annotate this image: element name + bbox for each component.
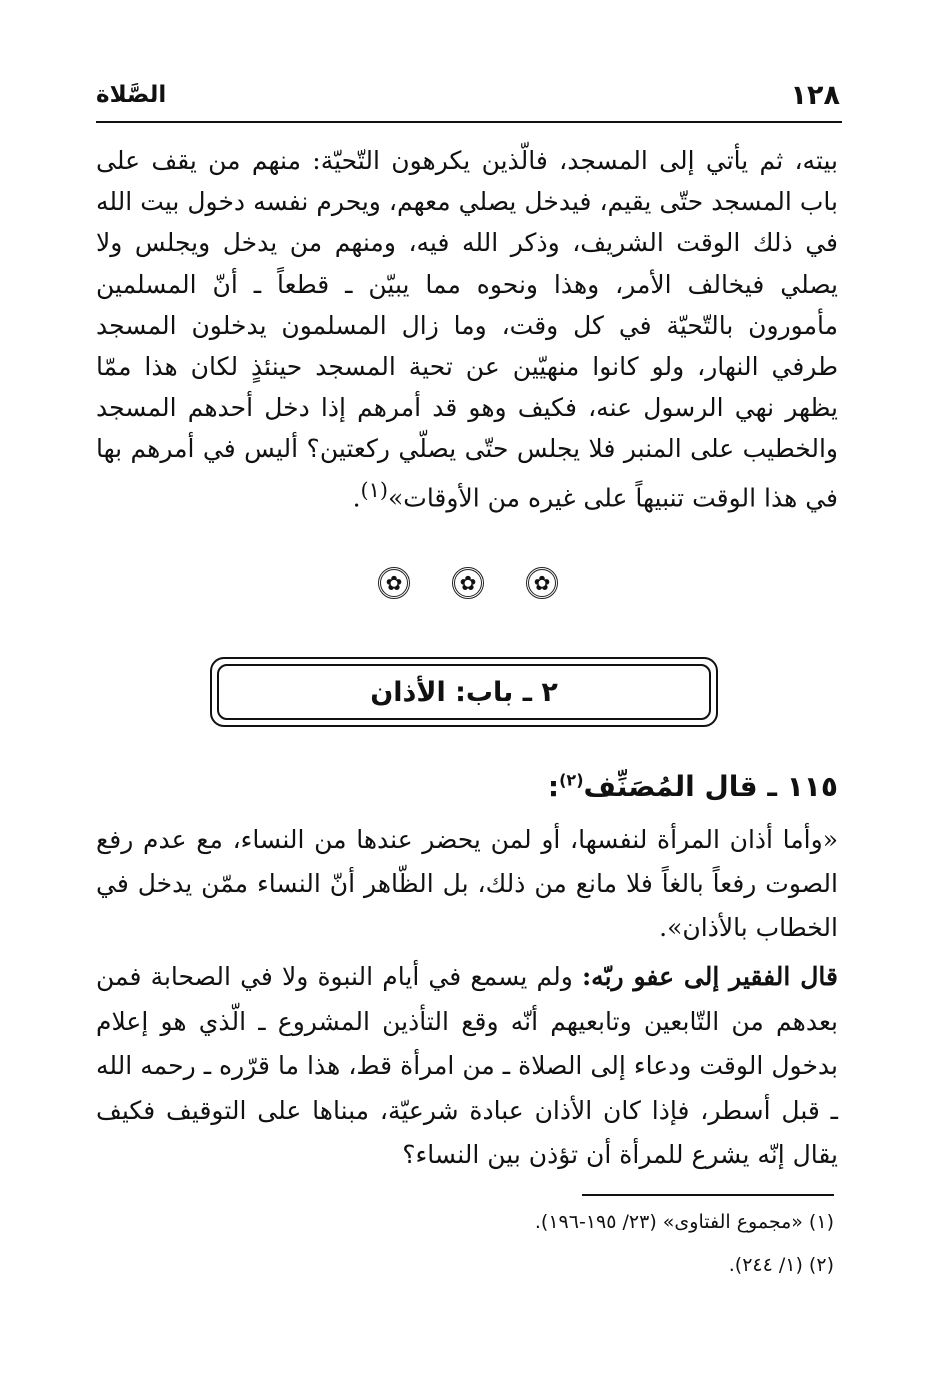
footnote-ref-2: (٢) [559,770,584,790]
footnote-ref-1: (١) [360,477,388,502]
commentary-text: ولم يسمع في أيام النبوة ولا في الصحابة فمن بعدهم من التّابعين وتابعيهم أنّه وقع التأذين المشروع ـ الّذي هو إعلام بدخول الوقت ودعاء إلى الصلاة ـ من امرأة قط، هذا ما قرّره ـ رحمه الله ـ قبل أسطر، فإذا كان الأذان عبادة شرعيّة، مبناها على التوقيف فكيف يقال إنّه يشرع للمرأة أن تؤذن بين النساء؟ [96,962,838,1169]
item-heading [548,770,838,803]
commentary-paragraph [96,955,838,1178]
paragraph-text: بيته، ثم يأتي إلى المسجد، فالّذين يكرهون التّحيّة: منهم من يقف على باب المسجد حتّى يقيم، فيدخل يصلي معهم، ويحرم نفسه دخول بيت الله في ذلك الوقت الشريف، وذكر الله فيه، ومنهم من يدخل ويجلس ولا يصلي فيخالف الأمر، وهذا ونحوه مما يبيّن ـ قطعاً ـ أنّ المسلمين مأمورون بالتّحيّة في كل وقت، وما زال المسلمون يدخلون المسجد طرفي النهار، ولو كانوا منهيّين عن تحية المسجد حينئذٍ لكان هذا ممّا يظهر نهي الرسول عنه، فكيف وهو قد أمرهم إذا دخل أحدهم المسجد والخطيب على المنبر فلا يجلس حتّى يصلّي ركعتين؟ أليس في أمرهم بها في هذا الوقت تنبيهاً على غيره من الأوقات» [96,146,838,512]
page-number: ١٢٨ [790,80,840,111]
item-heading-colon: : [547,770,560,803]
running-section-title: الصَّلاة [96,82,167,108]
chapter-title-box [210,657,718,727]
flower-ornament-icon: ✿ [378,567,410,599]
paragraph-continuation [96,140,838,518]
page-header [96,78,842,118]
footnote-1: (١) «مجموع الفتاوى» (٢٣/ ١٩٥-١٩٦). [534,1211,834,1233]
paragraph-end: . [352,482,361,512]
item-heading-text: ١١٥ ـ قال المُصَنِّف [583,770,838,803]
flower-ornament-icon: ✿ [452,567,484,599]
footnote-2: (٢) (١/ ٢٤٤). [728,1254,834,1276]
footnote-rule [582,1194,834,1196]
header-rule [96,121,842,123]
flower-ornament-icon: ✿ [526,567,558,599]
commentary-lead: قال الفقير إلى عفو ربّه: [581,962,838,991]
section-ornaments [378,563,558,603]
quoted-paragraph: «وأما أذان المرأة لنفسها، أو لمن يحضر عندها من النساء، مع عدم رفع الصوت رفعاً بالغاً فلا مانع من ذلك، بل الظّاهر أنّ النساء ممّن يدخل في الخطاب بالأذان». [96,825,838,942]
chapter-title: ٢ ـ باب: الأذان [217,664,711,720]
